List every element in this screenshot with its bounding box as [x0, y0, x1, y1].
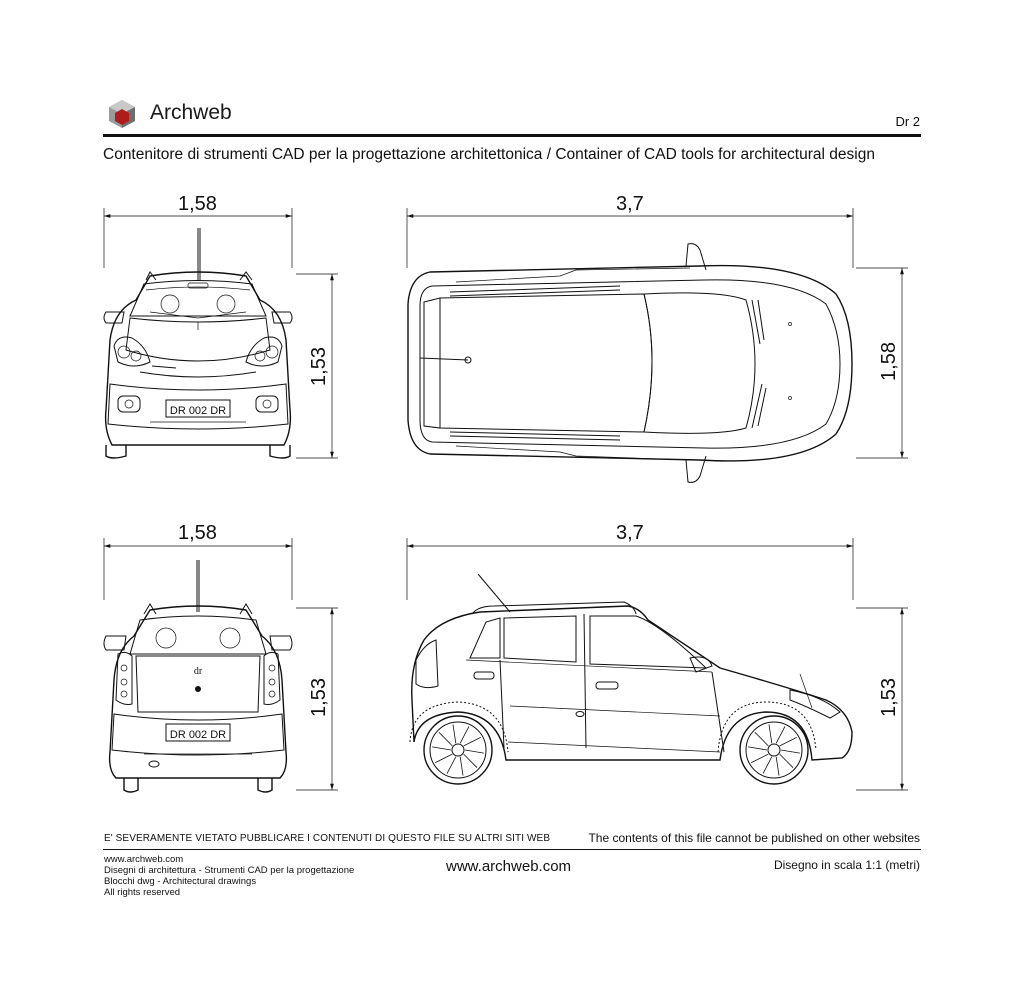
svg-text:dr: dr	[193, 666, 203, 677]
footer-line: Blocchi dwg - Architectural drawings	[104, 876, 257, 887]
car-side-view	[410, 574, 852, 784]
car-top-view	[408, 244, 852, 483]
rear-height-label: 1,53	[307, 678, 330, 717]
top-width-label: 1,58	[877, 342, 900, 381]
wheel-spoke	[780, 754, 793, 768]
car-front-view	[104, 228, 292, 458]
wheel-spoke	[748, 747, 767, 750]
side-height-label: 1,53	[877, 678, 900, 717]
wheel-spoke	[453, 724, 456, 743]
footer-line: All rights reserved	[104, 887, 181, 898]
wheel-spoke	[755, 732, 768, 746]
wheel-spoke	[769, 724, 772, 743]
footer-left-block	[104, 854, 354, 898]
brand-name: Archweb	[150, 101, 232, 124]
side-length-label: 3,7	[616, 522, 644, 544]
wheel-spoke	[776, 726, 785, 743]
wheel-spoke	[447, 757, 456, 774]
rear-width-dimension	[104, 538, 292, 600]
front-height-label: 1,53	[307, 347, 330, 386]
wheel-spoke	[435, 754, 452, 763]
rear-plate-text: DR 002 DR	[169, 729, 227, 741]
front-plate-text: DR 002 DR	[169, 405, 227, 417]
car-rear-view	[104, 560, 292, 792]
scale-note: Disegno in scala 1:1 (metri)	[773, 858, 920, 872]
wheel-spoke	[460, 757, 463, 776]
wheel-spoke	[432, 747, 451, 750]
wheel-spoke	[751, 754, 768, 763]
warning-italian: E' SEVERAMENTE VIETATO PUBBLICARE I CONTENUTI DI QUESTO FILE SU ALTRI SITI WEB	[104, 833, 551, 844]
footer-url-link[interactable]: www.archweb.com	[446, 858, 572, 875]
warning-english: The contents of this file cannot be published on other websites	[588, 831, 920, 845]
wheel-spoke	[780, 737, 797, 746]
wheel-spoke	[464, 754, 477, 768]
drawing-code: Dr 2	[895, 114, 920, 129]
side-length-dimension	[407, 538, 853, 600]
footer-rule	[103, 849, 921, 850]
page-subtitle: Contenitore di strumenti CAD per la progettazione architettonica / Container of CAD tools for architectural design	[103, 146, 875, 163]
wheel-spoke	[464, 737, 481, 746]
wheel-spoke	[763, 757, 772, 774]
wheel-spoke	[460, 726, 469, 743]
footer-line: Disegni di architettura - Strumenti CAD per la progettazione	[104, 865, 355, 876]
wheel-spoke	[465, 750, 484, 753]
top-length-dimension	[407, 208, 853, 268]
rear-width-label: 1,58	[178, 522, 217, 544]
wheel-spoke	[776, 757, 779, 776]
top-length-label: 3,7	[616, 193, 644, 215]
front-width-label: 1,58	[178, 193, 217, 215]
footer-line[interactable]: www.archweb.com	[104, 854, 184, 865]
wheel-spoke	[781, 750, 800, 753]
wheel-spoke	[439, 732, 452, 746]
